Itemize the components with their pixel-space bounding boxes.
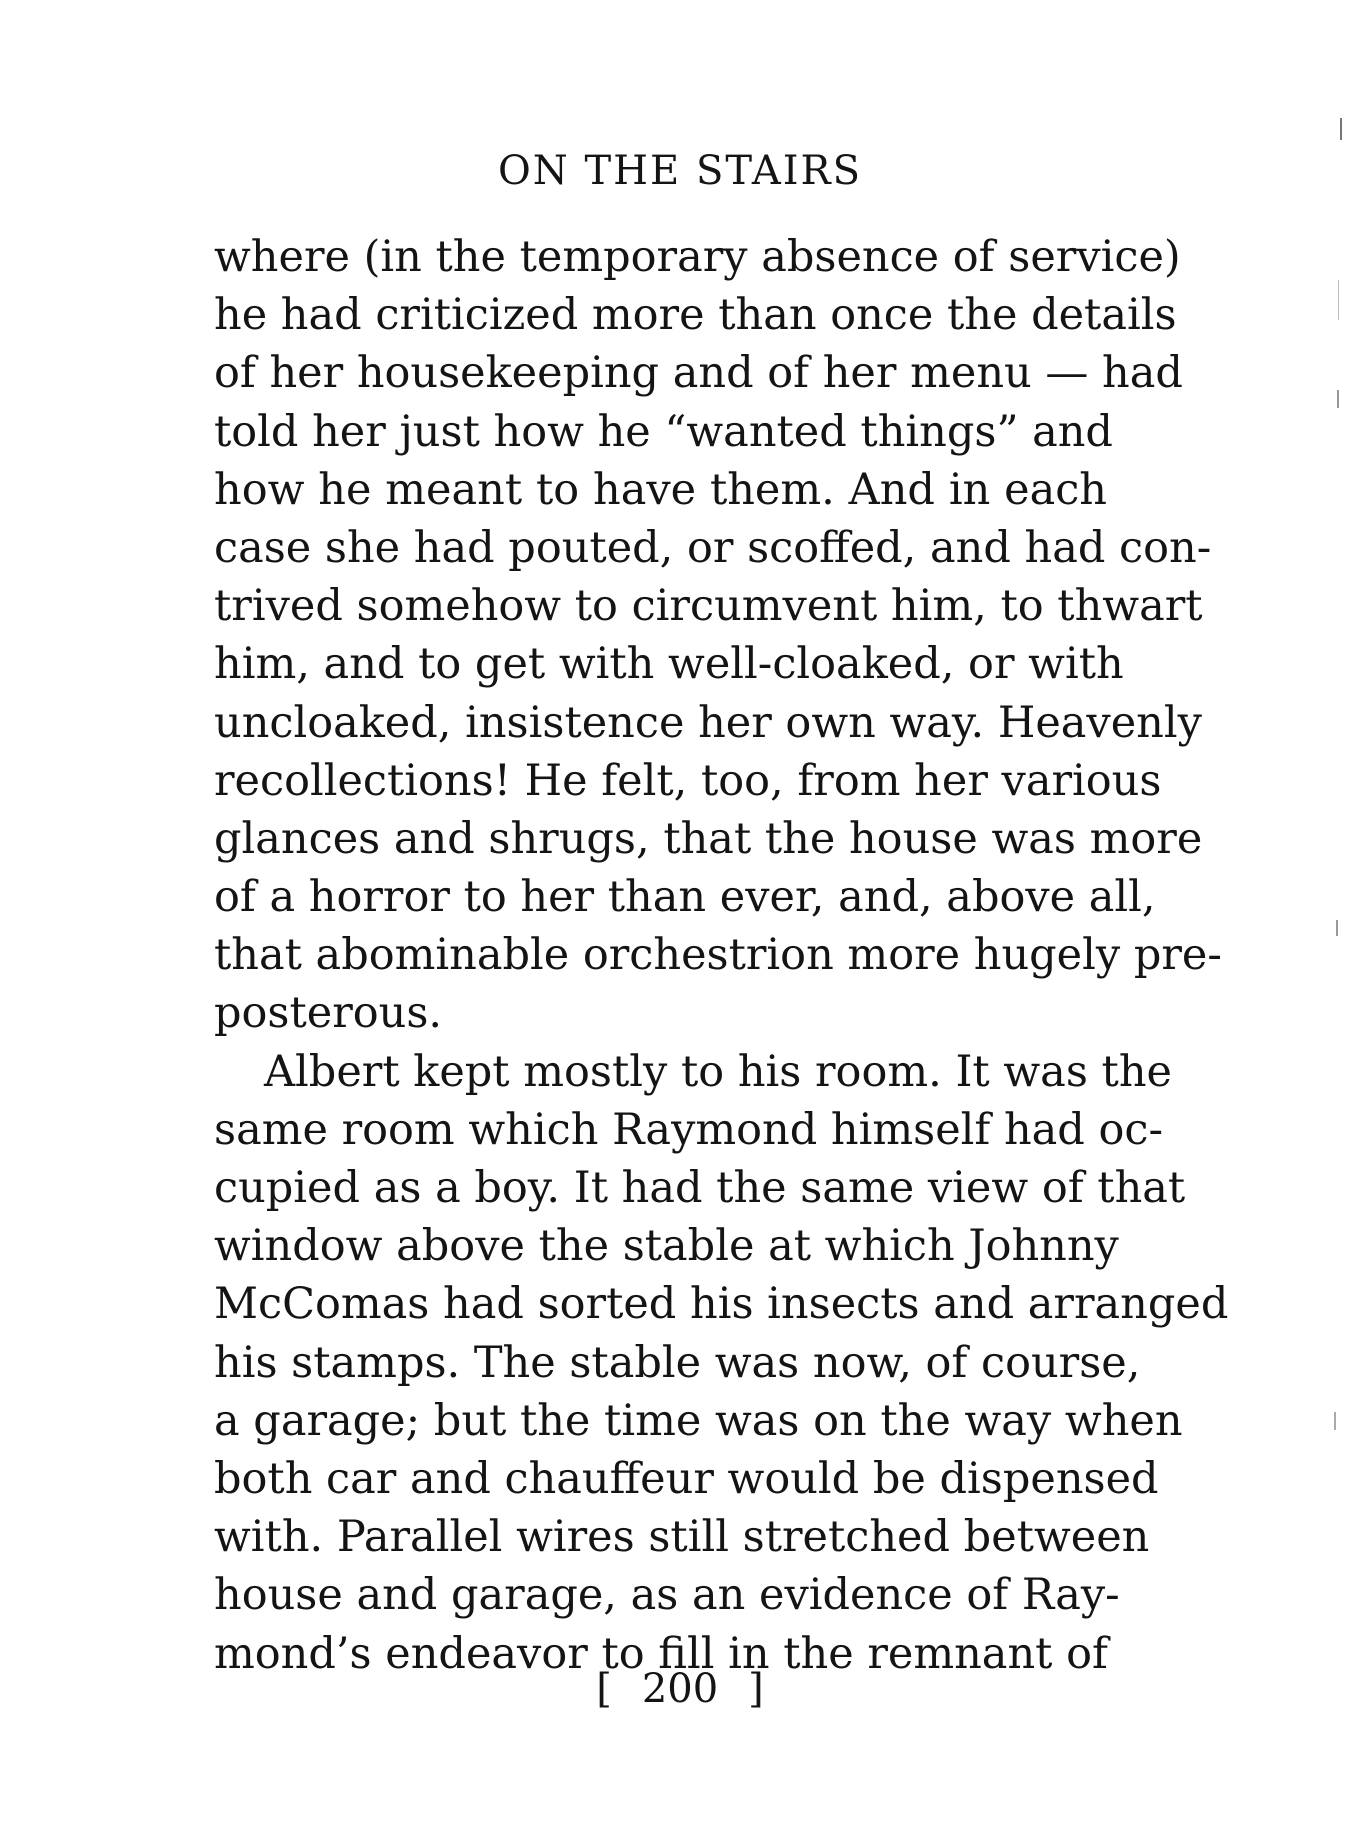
folio-left-bracket: [ [596,1666,612,1712]
text-line: window above the stable at which Johnny [214,1221,1119,1272]
text-line: how he meant to have them. And in each [214,464,1107,515]
running-head: ON THE STAIRS [497,148,863,194]
text-line: trived somehow to circumvent him, to thwart [214,581,1203,632]
folio-right-bracket: ] [748,1666,764,1712]
scan-artifact [1340,118,1342,140]
text-line: recollections! He felt, too, from her various [214,755,1162,806]
text-line: of a horror to her than ever, and, above all, [214,872,1156,923]
text-line: cupied as a boy. It had the same view of that [214,1163,1186,1213]
page-number [0,1666,1360,1712]
text-line: him, and to get with well-cloaked, or with [214,639,1124,690]
scan-artifact [1337,390,1339,408]
text-line: same room which Raymond himself had oc- [214,1104,1164,1155]
text-line: Albert kept mostly to his room. It was the [264,1046,1172,1097]
scan-artifact [1334,1412,1336,1430]
text-line: uncloaked, insistence her own way. Heavenly [214,697,1202,748]
text-line: his stamps. The stable was now, of course, [214,1337,1141,1388]
text-line: of her housekeeping and of her menu — had [214,348,1183,399]
text-line: a garage; but the time was on the way when [214,1395,1183,1446]
text-line: both car and chauffeur would be dispensed [214,1453,1159,1504]
text-line: where (in the temporary absence of service) [214,232,1181,282]
text-line: told her just how he “wanted things” and [214,406,1113,457]
body-text [214,228,1229,1683]
text-line: he had criticized more than once the details [214,290,1177,341]
text-line: house and garage, as an evidence of Ray- [214,1570,1120,1621]
scan-artifact [1338,280,1339,320]
text-line: glances and shrugs, that the house was more [214,813,1203,864]
scan-artifact [1336,920,1338,936]
text-line: posterous. [214,988,443,1039]
text-line: that abominable orchestrion more hugely pre- [214,930,1222,981]
text-line: McComas had sorted his insects and arranged [214,1279,1229,1330]
text-line: mond’s endeavor to fill in the remnant of [214,1628,1108,1679]
folio-number: 200 [641,1666,719,1712]
text-line: with. Parallel wires still stretched between [214,1512,1150,1563]
text-line: case she had pouted, or scoffed, and had con- [214,522,1212,573]
